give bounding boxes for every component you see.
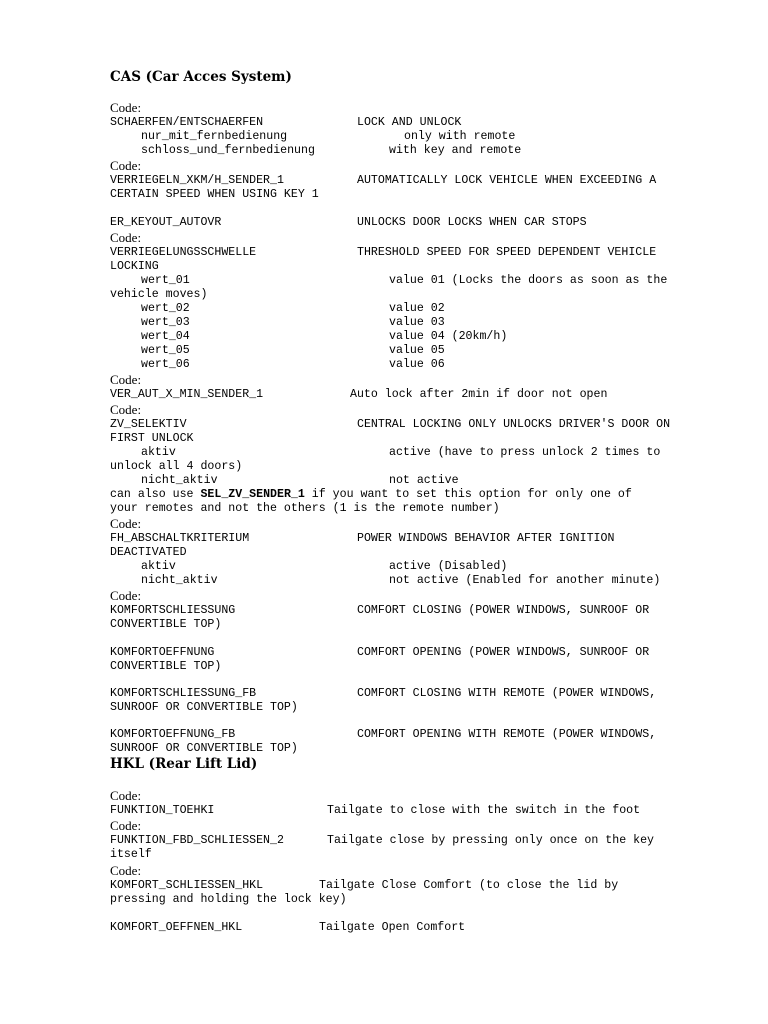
option-desc: not active [389,474,459,487]
code-key: KOMFORT_OEFFNEN_HKL [110,921,243,934]
option-desc-cont: vehicle moves) [110,288,208,301]
code-key: FH_ABSCHALTKRITERIUM [110,532,250,545]
code-key: SCHAERFEN/ENTSCHAERFEN [110,116,264,129]
option-desc: active (have to press unlock 2 times to [389,446,661,459]
note-line [110,488,632,502]
option-desc: value 06 [389,358,445,371]
option-desc: not active (Enabled for another minute) [389,574,661,587]
code-desc: Auto lock after 2min if door not open [350,388,608,401]
code-key: KOMFORTOEFFNUNG [110,646,215,659]
code-desc: COMFORT CLOSING (POWER WINDOWS, SUNROOF OR [357,604,650,617]
note-line: your remotes and not the others (1 is the remote number) [110,502,500,515]
option-key: schloss_und_fernbedienung [141,144,315,157]
code-desc: POWER WINDOWS BEHAVIOR AFTER IGNITION [357,532,615,545]
option-desc: value 01 (Locks the doors as soon as the [389,274,668,287]
code-label: Code: [110,100,142,115]
option-key: wert_01 [141,274,190,287]
option-desc-cont: unlock all 4 doors) [110,460,243,473]
code-key: VER_AUT_X_MIN_SENDER_1 [110,388,264,401]
code-desc: COMFORT CLOSING WITH REMOTE (POWER WINDOWS, [357,687,657,700]
code-label: Code: [110,402,142,417]
code-desc-cont: CONVERTIBLE TOP) [110,660,222,673]
option-desc: value 02 [389,302,445,315]
hkl-heading: HKL (Rear Lift Lid) [110,756,258,772]
option-desc: value 04 (20km/h) [389,330,508,343]
code-label: Code: [110,788,142,803]
code-desc: CENTRAL LOCKING ONLY UNLOCKS DRIVER'S DOOR ON [357,418,671,431]
code-label: Code: [110,372,142,387]
option-key: wert_02 [141,302,190,315]
option-key: aktiv [141,560,176,573]
option-key: nicht_aktiv [141,574,218,587]
code-desc: Tailgate close by pressing only once on the key [327,834,654,847]
code-desc-cont: CERTAIN SPEED WHEN USING KEY 1 [110,188,319,201]
option-key: wert_05 [141,344,190,357]
code-key: KOMFORT_SCHLIESSEN_HKL [110,879,264,892]
code-desc-cont: CONVERTIBLE TOP) [110,618,222,631]
option-key: wert_06 [141,358,190,371]
option-desc: value 05 [389,344,445,357]
option-key: aktiv [141,446,176,459]
code-desc: COMFORT OPENING WITH REMOTE (POWER WINDOWS, [357,728,657,741]
code-desc: UNLOCKS DOOR LOCKS WHEN CAR STOPS [357,216,587,229]
code-desc: LOCK AND UNLOCK [357,116,462,129]
code-desc: Tailgate Open Comfort [319,921,466,934]
code-desc-cont: LOCKING [110,260,159,273]
code-desc-cont: SUNROOF OR CONVERTIBLE TOP) [110,701,298,714]
code-desc: AUTOMATICALLY LOCK VEHICLE WHEN EXCEEDING A [357,174,657,187]
code-label: Code: [110,588,142,603]
code-desc: THRESHOLD SPEED FOR SPEED DEPENDENT VEHICLE [357,246,657,259]
option-key: wert_03 [141,316,190,329]
option-desc: active (Disabled) [389,560,508,573]
note-text: if you want to set this option for only one of [304,488,632,501]
option-key: nicht_aktiv [141,474,218,487]
cas-heading: CAS (Car Acces System) [110,69,292,85]
code-desc: COMFORT OPENING (POWER WINDOWS, SUNROOF OR [357,646,650,659]
code-desc-cont: FIRST UNLOCK [110,432,194,445]
code-desc: Tailgate Close Comfort (to close the lid by [319,879,619,892]
code-desc-cont: itself [110,848,152,861]
note-code: SEL_ZV_SENDER_1 [200,488,305,501]
code-key: VERRIEGELN_XKM/H_SENDER_1 [110,174,284,187]
code-desc-cont: pressing and holding the lock key) [110,893,347,906]
option-desc: only with remote [404,130,516,143]
code-desc: Tailgate to close with the switch in the foot [327,804,641,817]
option-desc: with key and remote [389,144,522,157]
code-key: VERRIEGELUNGSSCHWELLE [110,246,257,259]
code-label: Code: [110,863,142,878]
code-key: ER_KEYOUT_AUTOVR [110,216,222,229]
option-key: nur_mit_fernbedienung [141,130,288,143]
code-desc-cont: SUNROOF OR CONVERTIBLE TOP) [110,742,298,755]
code-key: ZV_SELEKTIV [110,418,187,431]
code-label: Code: [110,158,142,173]
code-desc-cont: DEACTIVATED [110,546,187,559]
code-label: Code: [110,230,142,245]
option-desc: value 03 [389,316,445,329]
code-label: Code: [110,516,142,531]
option-key: wert_04 [141,330,190,343]
note-text: can also use [110,488,201,501]
code-key: KOMFORTSCHLIESSUNG_FB [110,687,257,700]
code-key: KOMFORTOEFFNUNG_FB [110,728,236,741]
code-key: FUNKTION_TOEHKI [110,804,215,817]
code-key: KOMFORTSCHLIESSUNG [110,604,236,617]
code-key: FUNKTION_FBD_SCHLIESSEN_2 [110,834,284,847]
code-label: Code: [110,818,142,833]
